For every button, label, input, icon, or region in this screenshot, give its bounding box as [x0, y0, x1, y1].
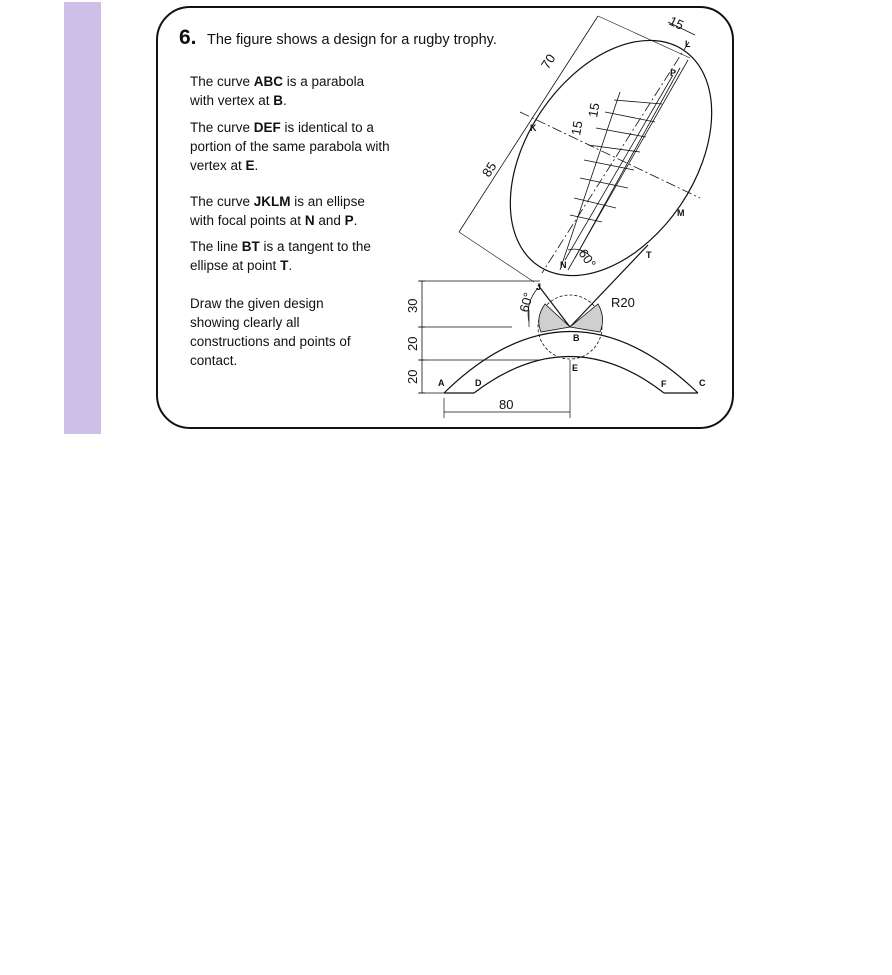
- label-b: B: [573, 333, 580, 343]
- minor-axis: [520, 112, 700, 198]
- label-k: K: [530, 123, 537, 133]
- parabola-def: [474, 357, 664, 394]
- dim-85: 85: [478, 159, 500, 180]
- shaded-lobe-right: [570, 304, 603, 332]
- shaded-lobe-left: [539, 304, 570, 332]
- label-f: F: [661, 379, 667, 389]
- dim-30: 30: [405, 298, 420, 313]
- dim-angle-left: 60°: [516, 290, 536, 314]
- label-m: M: [677, 208, 685, 218]
- label-d: D: [475, 378, 482, 388]
- dim-r20: R20: [611, 295, 635, 310]
- label-e: E: [572, 363, 579, 373]
- parabola-abc: [444, 332, 698, 394]
- ellipse-jklm: [469, 3, 754, 312]
- label-l: L: [685, 39, 691, 49]
- label-p: P: [670, 68, 677, 78]
- dim-80: 80: [499, 397, 514, 412]
- major-axis: [542, 42, 689, 273]
- question-number: 6.: [179, 26, 197, 49]
- label-c: C: [699, 378, 706, 388]
- label-a: A: [438, 378, 445, 388]
- construction-lines: [560, 60, 688, 270]
- paragraph-instructions: Draw the given design showing clearly all constructions and points of contact.: [190, 296, 351, 368]
- paragraph-bt: The line BT is a tangent to the ellipse at point T.: [190, 239, 371, 273]
- label-n: N: [560, 260, 567, 270]
- question-intro: The figure shows a design for a rugby trophy.: [207, 32, 497, 48]
- dim-angle-top: 60°: [575, 246, 600, 271]
- dim-20a: 20: [405, 336, 420, 351]
- dim-15a: 15: [568, 119, 586, 137]
- dim-20b: 20: [405, 369, 420, 384]
- dim-15-top: 15: [666, 13, 687, 33]
- dim-70: 70: [537, 51, 559, 72]
- paragraph-def: The curve DEF is identical to a portion of the same parabola with vertex at E.: [190, 120, 390, 173]
- label-t: T: [646, 250, 652, 260]
- dim-15b: 15: [585, 101, 603, 119]
- label-j: J: [536, 282, 542, 292]
- paragraph-jklm: The curve JKLM is an ellipse with focal points at N and P.: [190, 194, 365, 228]
- paragraph-abc: The curve ABC is a parabola with vertex at B.: [190, 74, 365, 108]
